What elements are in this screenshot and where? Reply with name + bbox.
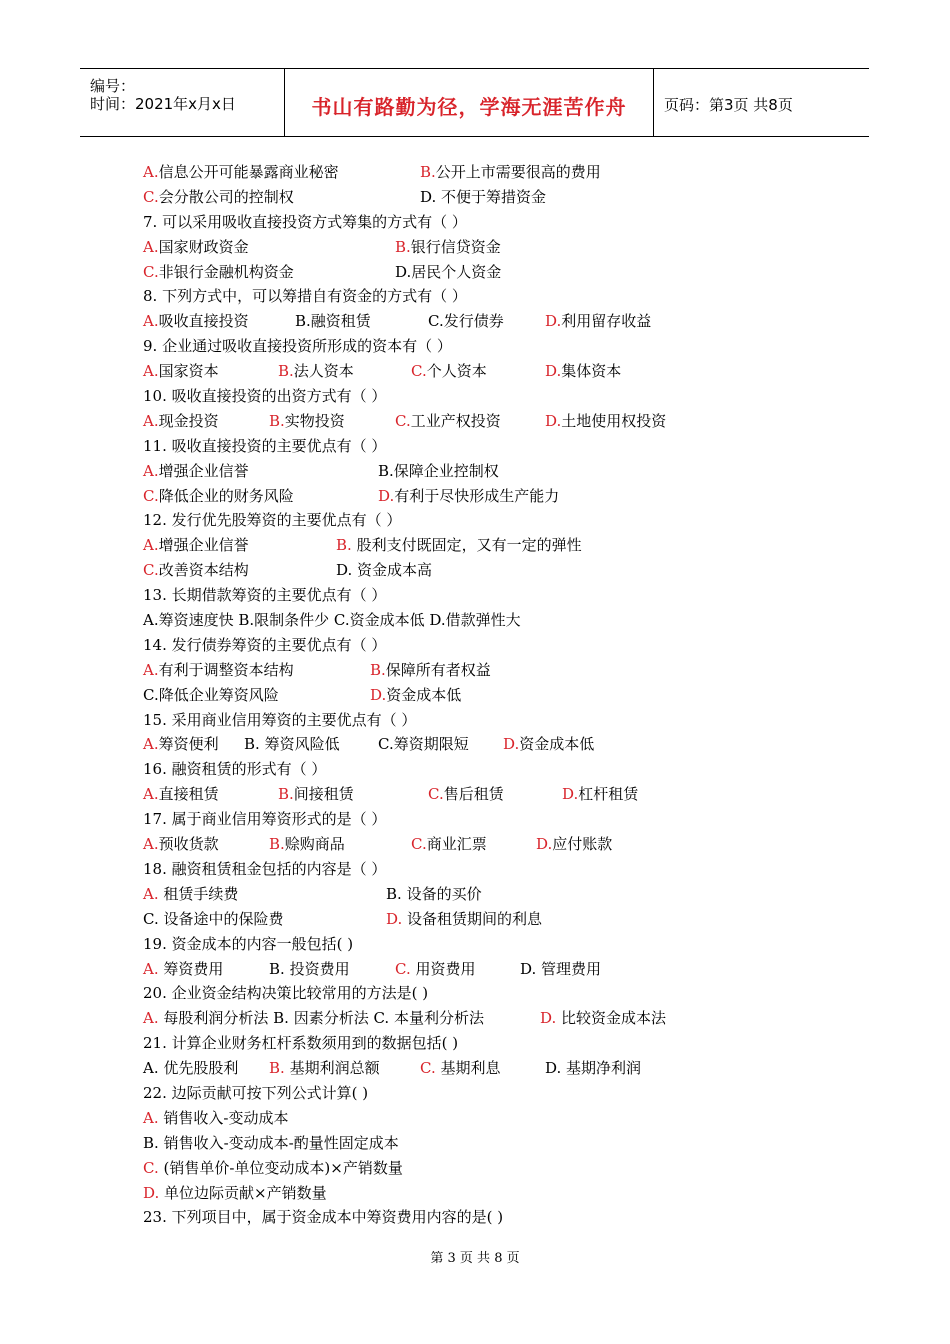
- serial-label: 编号：: [90, 77, 136, 95]
- option-row: [143, 1056, 843, 1081]
- option-text: 增强企业信誉: [158, 461, 249, 480]
- option-item: [143, 1106, 288, 1131]
- header-page-cell: [654, 69, 869, 136]
- option-text: 发行债券: [443, 312, 504, 331]
- option-text: 集体资本: [561, 362, 622, 381]
- option-item: [143, 558, 249, 583]
- question-text: 14. 发行债券筹资的主要优点有（ ）: [143, 635, 387, 654]
- option-item: [545, 359, 621, 384]
- option-letter: D.: [545, 1059, 562, 1078]
- option-row: [143, 409, 843, 434]
- question-list: [143, 160, 843, 1230]
- option-letter: A.: [143, 959, 159, 978]
- option-letter: C.: [378, 735, 394, 754]
- option-text: 降低企业筹资风险: [158, 685, 279, 704]
- option-item: [143, 882, 238, 907]
- option-row: [143, 309, 843, 334]
- option-row: [143, 782, 843, 807]
- option-row: [143, 1106, 843, 1131]
- option-item: [143, 409, 219, 434]
- option-item: [536, 832, 612, 857]
- page-header: [80, 68, 869, 137]
- option-text: 筹资费用: [158, 959, 224, 978]
- option-item: [143, 260, 294, 285]
- option-letter: C.: [411, 835, 427, 854]
- option-letter: A.: [143, 362, 159, 381]
- option-text: 销售收入-变动成本-酌量性固定成本: [158, 1133, 399, 1152]
- option-text: 设备的买价: [401, 884, 482, 903]
- option-row: [143, 160, 843, 185]
- option-item: [520, 957, 601, 982]
- option-item: [562, 782, 638, 807]
- option-letter: C.: [143, 561, 159, 580]
- option-item: [269, 409, 345, 434]
- option-text: 国家资本: [158, 362, 219, 381]
- option-text: 筹资便利: [158, 735, 219, 754]
- option-letter: B.: [278, 362, 294, 381]
- option-item: [143, 907, 284, 932]
- option-item: [143, 185, 294, 210]
- option-item: [428, 309, 504, 334]
- option-letter: D.: [503, 735, 520, 754]
- option-letter: C.: [143, 909, 159, 928]
- option-letter: C.: [143, 486, 159, 505]
- option-text: 居民个人资金: [411, 262, 502, 281]
- option-text: 杠杆租赁: [578, 785, 639, 804]
- header-motto-cell: [285, 69, 654, 136]
- option-item: [420, 160, 601, 185]
- option-text: 银行信贷资金: [410, 237, 501, 256]
- header-meta-cell: [80, 69, 285, 136]
- option-text: 现金投资: [158, 411, 219, 430]
- option-item: [545, 1056, 641, 1081]
- option-letter: C.: [143, 187, 159, 206]
- motto-text: 书山有路勤为径，学海无涯苦作舟: [311, 95, 627, 119]
- option-letter: B.: [386, 884, 402, 903]
- option-text: 预收货款: [158, 835, 219, 854]
- option-row: [143, 907, 843, 932]
- option-text: 个人资本: [426, 362, 487, 381]
- option-item: [386, 907, 542, 932]
- option-text: 直接租赁: [158, 785, 219, 804]
- option-item: [378, 732, 469, 757]
- option-letter: A.: [143, 884, 159, 903]
- option-letter: C.: [420, 1059, 436, 1078]
- option-text: 信息公开可能暴露商业秘密: [158, 163, 339, 181]
- option-letter: C.: [411, 362, 427, 381]
- option-letter: B.: [143, 1133, 159, 1152]
- option-item: [370, 683, 461, 708]
- option-text: 国家财政资金: [158, 237, 249, 256]
- option-text: 优先股股利: [158, 1059, 239, 1078]
- option-item: [244, 732, 340, 757]
- option-letter: A.: [143, 835, 159, 854]
- option-text: 保障企业控制权: [393, 461, 499, 480]
- option-text: 单位边际贡献×产销数量: [159, 1183, 327, 1202]
- option-row: [143, 957, 843, 982]
- option-text: 设备途中的保险费: [158, 909, 284, 928]
- option-text: 每股利润分析法 B. 因素分析法 C. 本量利分析法: [158, 1009, 484, 1028]
- option-item: [143, 732, 219, 757]
- option-row: [143, 533, 843, 558]
- option-item: [395, 260, 501, 285]
- option-item: [411, 832, 487, 857]
- option-letter: D.: [370, 685, 387, 704]
- option-letter: B.: [269, 411, 285, 430]
- option-letter: D.: [336, 561, 353, 580]
- option-letter: A.: [143, 411, 159, 430]
- option-item: [143, 160, 339, 185]
- option-text: 公开上市需要很高的费用: [435, 163, 601, 181]
- option-row: A.筹资速度快 B.限制条件少 C.资金成本低 D.借款弹性大: [143, 611, 521, 630]
- option-item: [420, 1056, 501, 1081]
- option-text: 资金成本低: [386, 685, 462, 704]
- option-letter: D.: [545, 312, 562, 331]
- option-text: 利用留存收益: [561, 312, 652, 331]
- option-item: [143, 683, 279, 708]
- option-row: [143, 732, 843, 757]
- page-indicator: 页码：第3页 共8页: [664, 96, 793, 114]
- option-row: [143, 185, 843, 210]
- question-text: 16. 融资租赁的形式有（ ）: [143, 760, 327, 779]
- option-text: 销售收入-变动成本: [158, 1108, 289, 1127]
- option-letter: A.: [143, 785, 159, 804]
- question-text: 11. 吸收直接投资的主要优点有（ ）: [143, 436, 387, 455]
- option-row: [143, 1181, 843, 1206]
- option-letter: C.: [143, 262, 159, 281]
- option-text: 股利支付既固定，又有一定的弹性: [351, 536, 582, 555]
- question-text: 17. 属于商业信用筹资形式的是（ ）: [143, 810, 387, 829]
- option-item: [143, 1181, 327, 1206]
- question-text: 23. 下列项目中，属于资金成本中筹资费用内容的是( ): [143, 1208, 504, 1227]
- option-letter: A.: [143, 735, 159, 754]
- option-letter: B.: [395, 237, 411, 256]
- option-letter: D.: [562, 785, 579, 804]
- option-letter: D.: [545, 411, 562, 430]
- option-row: [143, 1131, 843, 1156]
- option-row: [143, 832, 843, 857]
- option-text: 增强企业信誉: [158, 536, 249, 555]
- option-row: [143, 658, 843, 683]
- option-text: 基期利息: [435, 1059, 501, 1078]
- option-letter: B.: [278, 785, 294, 804]
- option-text: 比较资金成本法: [556, 1009, 667, 1028]
- option-row: [143, 558, 843, 583]
- option-row: [143, 1006, 843, 1031]
- option-item: [378, 484, 559, 509]
- option-letter: C.: [428, 312, 444, 331]
- question-text: 19. 资金成本的内容一般包括( ): [143, 934, 354, 953]
- option-item: [143, 309, 249, 334]
- option-item: [378, 459, 499, 484]
- option-text: 土地使用权投资: [561, 411, 667, 430]
- option-text: 降低企业的财务风险: [158, 486, 294, 505]
- option-letter: C.: [143, 1158, 159, 1177]
- option-item: [278, 359, 354, 384]
- option-letter: B.: [269, 835, 285, 854]
- option-letter: A.: [143, 461, 159, 480]
- date-label: 时间：2021年x月x日: [90, 95, 236, 113]
- option-text: 赊购商品: [284, 835, 345, 854]
- option-text: 投资费用: [284, 959, 350, 978]
- option-letter: A.: [143, 312, 159, 331]
- option-item: [143, 1131, 399, 1156]
- option-text: 管理费用: [536, 959, 602, 978]
- option-letter: D.: [386, 909, 403, 928]
- option-row: [143, 459, 843, 484]
- option-row: [143, 484, 843, 509]
- question-text: 12. 发行优先股筹资的主要优点有（ ）: [143, 511, 402, 530]
- option-item: [503, 732, 594, 757]
- option-item: [143, 832, 219, 857]
- option-item: [269, 957, 350, 982]
- option-text: 售后租赁: [443, 785, 504, 804]
- option-letter: C.: [428, 785, 444, 804]
- option-item: [143, 235, 249, 260]
- option-text: 设备租赁期间的利息: [402, 909, 543, 928]
- option-item: [545, 309, 651, 334]
- option-letter: D.: [545, 362, 562, 381]
- option-text: 资金成本低: [519, 735, 595, 754]
- option-letter: A.: [143, 536, 159, 555]
- option-text: 保障所有者权益: [385, 660, 491, 679]
- option-letter: A.: [143, 163, 159, 181]
- question-text: 21. 计算企业财务杠杆系数须用到的数据包括( ): [143, 1034, 459, 1053]
- option-letter: A.: [143, 1059, 159, 1078]
- option-text: (销售单价-单位变动成本)×产销数量: [158, 1158, 403, 1177]
- option-item: [143, 484, 294, 509]
- option-text: 有利于调整资本结构: [158, 660, 294, 679]
- option-letter: A.: [143, 1108, 159, 1127]
- option-letter: B.: [244, 735, 260, 754]
- option-item: [336, 558, 432, 583]
- option-item: [269, 1056, 380, 1081]
- option-item: [395, 235, 501, 260]
- option-text: 资金成本高: [352, 561, 433, 580]
- option-text: 商业汇票: [426, 835, 487, 854]
- option-item: [295, 309, 371, 334]
- option-item: [428, 782, 504, 807]
- option-letter: B.: [269, 959, 285, 978]
- option-text: 改善资本结构: [158, 561, 249, 580]
- option-row: [143, 359, 843, 384]
- option-text: 基期净利润: [561, 1059, 642, 1078]
- option-item: [143, 1156, 403, 1181]
- option-item: [143, 359, 219, 384]
- question-text: 9. 企业通过吸收直接投资所形成的资本有（ ）: [143, 337, 452, 356]
- question-text: 7. 可以采用吸收直接投资方式筹集的方式有（ ）: [143, 212, 467, 231]
- option-letter: D.: [520, 959, 537, 978]
- option-item: [370, 658, 491, 683]
- question-text: 18. 融资租赁租金包括的内容是（ ）: [143, 859, 387, 878]
- option-text: 工业产权投资: [410, 411, 501, 430]
- option-letter: A.: [143, 237, 159, 256]
- option-item: [386, 882, 482, 907]
- option-text: 融资租赁: [310, 312, 371, 331]
- option-row: [143, 882, 843, 907]
- option-row: [143, 683, 843, 708]
- option-letter: D.: [143, 1183, 160, 1202]
- option-text: 吸收直接投资: [158, 312, 249, 331]
- question-text: 22. 边际贡献可按下列公式计算( ): [143, 1083, 369, 1102]
- option-letter: B.: [295, 312, 311, 331]
- option-item: [143, 1056, 238, 1081]
- option-text: 间接租赁: [293, 785, 354, 804]
- option-letter: D.: [378, 486, 395, 505]
- option-item: [395, 957, 476, 982]
- question-text: 8. 下列方式中，可以筹措自有资金的方式有（ ）: [143, 287, 467, 306]
- option-row: [143, 235, 843, 260]
- option-item: [143, 533, 249, 558]
- option-item: [143, 957, 223, 982]
- option-text: 筹资风险低: [259, 735, 340, 754]
- option-letter: D.: [536, 835, 553, 854]
- option-item: [143, 459, 249, 484]
- option-item: [336, 533, 582, 558]
- option-letter: C.: [143, 685, 159, 704]
- question-text: 20. 企业资金结构决策比较常用的方法是( ): [143, 984, 429, 1003]
- option-text: 应付账款: [552, 835, 613, 854]
- option-text: 有利于尽快形成生产能力: [394, 486, 560, 505]
- option-letter: C.: [395, 959, 411, 978]
- option-item: [269, 832, 345, 857]
- option-item: [545, 409, 666, 434]
- option-letter: B.: [269, 1059, 285, 1078]
- page-footer: 第 3 页 共 8 页: [430, 1251, 520, 1266]
- option-item: [278, 782, 354, 807]
- question-text: 13. 长期借款筹资的主要优点有（ ）: [143, 586, 387, 605]
- option-letter: C.: [395, 411, 411, 430]
- option-row: [143, 1156, 843, 1181]
- option-text: 基期利润总额: [284, 1059, 380, 1078]
- option-text: 租赁手续费: [158, 884, 239, 903]
- option-item: [143, 1006, 484, 1031]
- option-item: [143, 782, 219, 807]
- option-letter: D.: [420, 187, 437, 206]
- option-letter: D.: [540, 1009, 557, 1028]
- option-letter: D.: [395, 262, 412, 281]
- option-text: 法人资本: [293, 362, 354, 381]
- option-text: 实物投资: [284, 411, 345, 430]
- option-letter: B.: [420, 163, 436, 181]
- option-text: 非银行金融机构资金: [158, 262, 294, 281]
- option-item: [395, 409, 501, 434]
- option-row: [143, 260, 843, 285]
- option-letter: A.: [143, 1009, 159, 1028]
- option-item: [540, 1006, 666, 1031]
- option-letter: B.: [336, 536, 352, 555]
- option-item: [420, 185, 546, 210]
- option-text: 用资费用: [410, 959, 476, 978]
- option-text: 会分散公司的控制权: [158, 187, 294, 206]
- option-text: 筹资期限短: [393, 735, 469, 754]
- question-text: 15. 采用商业信用筹资的主要优点有（ ）: [143, 710, 417, 729]
- option-letter: B.: [378, 461, 394, 480]
- option-letter: A.: [143, 660, 159, 679]
- option-item: [411, 359, 487, 384]
- option-letter: B.: [370, 660, 386, 679]
- option-item: [143, 658, 294, 683]
- option-text: 不便于筹措资金: [436, 187, 547, 206]
- question-text: 10. 吸收直接投资的出资方式有（ ）: [143, 387, 387, 406]
